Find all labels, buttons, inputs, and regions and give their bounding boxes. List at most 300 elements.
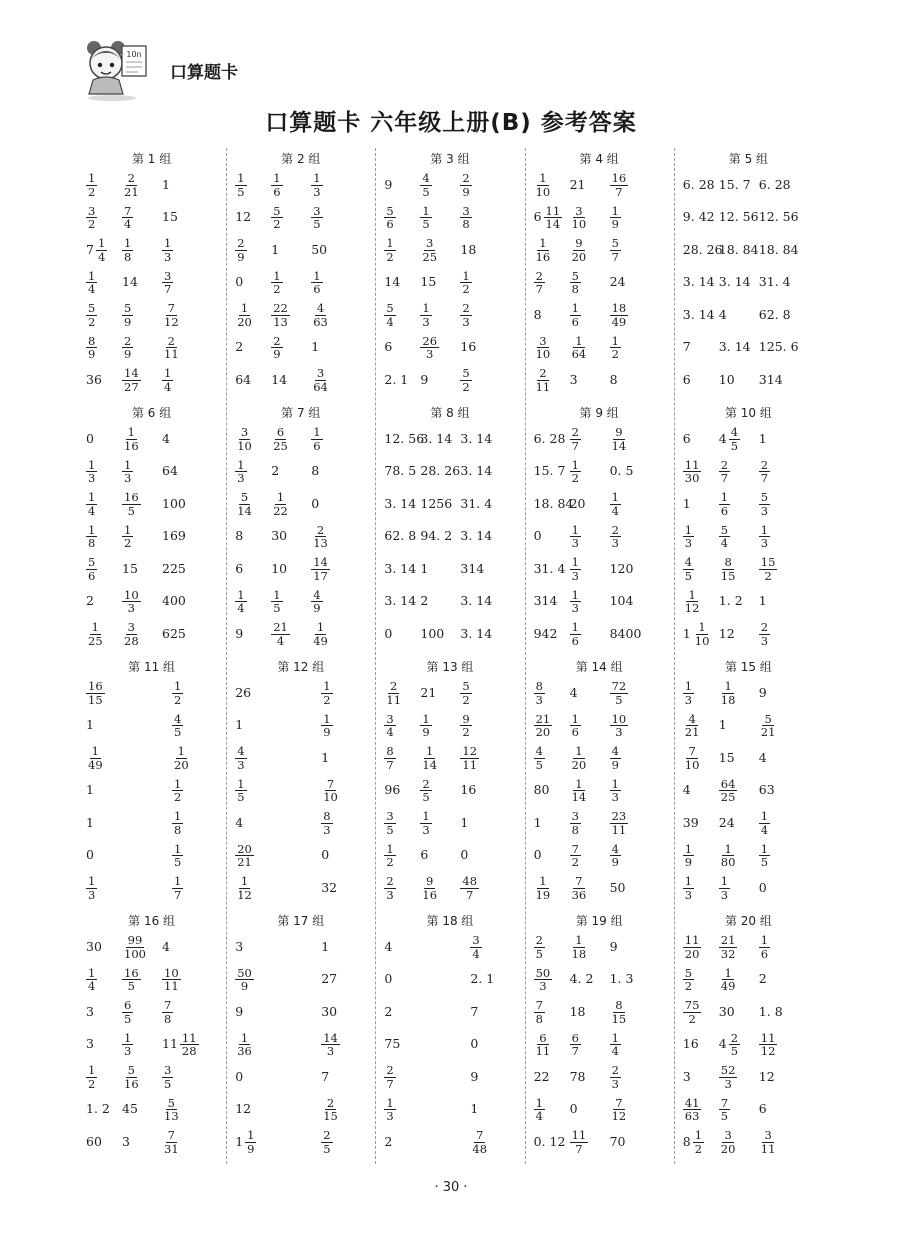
numerator: 5 — [571, 268, 579, 283]
denominator: 2 — [88, 314, 96, 329]
numerator: 7 — [688, 744, 696, 759]
answer-value — [321, 808, 332, 838]
numerator: 21 — [720, 933, 736, 948]
fraction — [122, 459, 133, 485]
answer-value: 0. 12 — [533, 1133, 566, 1149]
denominator: 9 — [684, 855, 693, 869]
denominator: 9 — [273, 347, 281, 361]
numerator: 3 — [575, 203, 583, 218]
fraction — [235, 459, 246, 485]
numerator: 1 — [539, 171, 547, 186]
answer-value — [420, 333, 439, 363]
fraction — [534, 270, 545, 296]
fraction — [610, 810, 629, 836]
numerator: 1 — [535, 1095, 543, 1110]
answer-value — [384, 203, 395, 233]
answer-value — [235, 235, 246, 265]
answer-value — [384, 1062, 395, 1092]
numerator: 1 — [539, 874, 547, 889]
answer-value — [420, 170, 431, 200]
fraction — [719, 1064, 738, 1090]
numerator: 2 — [760, 457, 769, 472]
numerator: 1 — [88, 965, 96, 980]
denominator: 5 — [174, 855, 182, 869]
answer-value — [534, 711, 553, 741]
denominator: 4 — [88, 979, 96, 993]
group-title: 第 11 组 — [128, 660, 176, 674]
answer-value — [235, 965, 254, 995]
answer-value: 0 — [533, 847, 542, 863]
answer-value: 1 — [86, 717, 94, 733]
fraction — [570, 1032, 581, 1058]
denominator: 5 — [313, 217, 321, 231]
answer-value — [719, 841, 738, 871]
numerator: 72 — [611, 679, 627, 694]
numerator: 2 — [462, 301, 470, 316]
answer-value — [534, 932, 545, 962]
answer-value — [162, 1030, 199, 1060]
answer-value: 30 — [271, 528, 288, 544]
numerator: 16 — [611, 171, 627, 186]
fraction — [86, 172, 97, 198]
fraction — [534, 172, 553, 198]
denominator: 5 — [730, 1044, 739, 1058]
answer-value — [534, 678, 545, 708]
answer-value: 10 — [271, 560, 288, 576]
numerator: 1 — [575, 744, 583, 759]
answer-value — [321, 776, 340, 806]
answer-value — [610, 300, 629, 330]
fraction — [719, 556, 738, 582]
fraction — [162, 1129, 181, 1155]
denominator: 5 — [164, 1076, 172, 1091]
denominator: 7 — [571, 1044, 579, 1058]
numerator: 50 — [535, 965, 551, 980]
answer-value: 3 — [235, 938, 244, 954]
fraction — [384, 810, 395, 836]
answer-value — [610, 203, 621, 233]
answer-value — [570, 808, 581, 838]
numerator: 3 — [127, 620, 135, 635]
header-label: 口算题卡 — [170, 63, 238, 83]
denominator: 4 — [760, 822, 769, 837]
answer-value — [759, 711, 778, 741]
denominator: 27 — [124, 379, 139, 394]
answer-value: 6 — [384, 339, 393, 355]
answer-group — [380, 146, 519, 400]
column-divider — [525, 148, 526, 1164]
answer-value — [235, 743, 246, 773]
answer-value: 0 — [86, 847, 94, 863]
fraction — [122, 934, 148, 960]
numerator: 2 — [535, 268, 543, 283]
answer-value: 6. 28 — [533, 430, 566, 446]
fraction — [534, 967, 553, 993]
numerator: 1 — [760, 933, 769, 948]
denominator: 7 — [575, 1141, 583, 1156]
answer-value — [235, 776, 246, 806]
fraction — [534, 745, 545, 771]
fraction — [311, 589, 322, 615]
group-title: 第 4 组 — [579, 152, 619, 166]
answer-value — [122, 333, 133, 363]
numerator: 1 — [724, 965, 732, 980]
fraction — [534, 237, 553, 263]
answer-value — [534, 1030, 553, 1060]
denominator: 3 — [535, 692, 543, 707]
denominator: 16 — [422, 887, 438, 902]
denominator: 14 — [422, 757, 438, 772]
numerator: 7 — [124, 203, 132, 218]
answer-value: 0 — [235, 1068, 244, 1084]
answer-value — [610, 1030, 621, 1060]
page-number: · 30 · — [434, 1180, 468, 1195]
answer-value: 20 — [569, 495, 586, 511]
answer-value — [610, 711, 629, 741]
numerator: 1 — [571, 301, 579, 316]
numerator: 1 — [611, 490, 619, 505]
fraction — [122, 491, 141, 517]
answer-value: 15. 7 — [533, 463, 566, 479]
answer-value — [172, 776, 183, 806]
answer-value — [610, 743, 621, 773]
fraction — [570, 237, 589, 263]
denominator: 12 — [684, 601, 700, 615]
fraction — [759, 1032, 778, 1058]
numerator: 4 — [237, 744, 245, 759]
fraction — [271, 335, 282, 361]
numerator: 7 — [571, 841, 579, 856]
denominator: 5 — [127, 979, 135, 993]
numerator: 1 — [247, 1128, 255, 1143]
answer-value — [311, 587, 322, 617]
answer-group — [231, 654, 370, 908]
numerator: 2 — [273, 333, 281, 348]
denominator: 19 — [535, 887, 551, 902]
answer-value — [162, 965, 181, 995]
denominator: 3 — [571, 536, 579, 550]
numerator: 1 — [240, 874, 249, 889]
numerator: 21 — [535, 711, 551, 726]
answer-value: 3 — [86, 1036, 94, 1052]
answer-value: 27 — [321, 971, 338, 987]
numerator: 11 — [684, 457, 700, 472]
numerator: 7 — [720, 1095, 729, 1110]
answer-value — [384, 808, 395, 838]
answer-value: 8400 — [609, 625, 642, 641]
denominator: 3 — [127, 601, 135, 615]
numerator: 8 — [323, 809, 331, 824]
numerator: 2 — [720, 457, 729, 472]
denominator: 5 — [237, 184, 245, 199]
numerator: 5 — [127, 1063, 135, 1078]
fraction — [759, 1129, 778, 1155]
fraction — [271, 270, 282, 296]
answer-value: 3. 14 — [682, 306, 715, 322]
fraction — [420, 810, 431, 836]
fraction — [683, 524, 694, 550]
answer-value — [683, 841, 694, 871]
group-title: 第 13 组 — [426, 660, 474, 674]
answer-value — [683, 997, 702, 1027]
answer-value: 6 — [758, 1101, 767, 1117]
denominator: 20 — [684, 946, 700, 961]
denominator: 7 — [386, 757, 394, 772]
fraction — [384, 680, 403, 706]
numerator: 21 — [273, 620, 288, 635]
numerator: 4 — [535, 744, 543, 759]
numerator: 11 — [545, 203, 561, 218]
denominator: 3 — [571, 568, 579, 583]
answer-value: 6. 28 — [682, 176, 715, 192]
answer-value: 12 — [718, 625, 735, 641]
numerator: 2 — [730, 1030, 739, 1045]
numerator: 14 — [323, 1030, 338, 1045]
denominator: 100 — [124, 946, 146, 961]
fraction — [683, 1097, 702, 1123]
denominator: 6 — [720, 503, 729, 518]
fraction — [235, 967, 254, 993]
answer-value: 9 — [758, 684, 767, 700]
fraction — [162, 967, 181, 993]
answer-value — [420, 743, 439, 773]
answer-value: 16 — [682, 1036, 699, 1052]
fraction — [460, 680, 471, 706]
answer-value: 1 — [321, 749, 330, 765]
answer-value — [570, 522, 581, 552]
answer-value: 120 — [609, 560, 634, 576]
answer-value: 63 — [758, 782, 775, 798]
fraction — [321, 778, 340, 804]
answer-value: 12 — [758, 1068, 775, 1084]
fraction — [610, 1097, 629, 1123]
fraction — [460, 367, 471, 393]
numerator: 1 — [462, 268, 470, 283]
group-title: 第 19 组 — [575, 914, 623, 928]
answer-value — [719, 965, 738, 995]
answer-value: 3. 14 — [460, 625, 493, 641]
answer-value — [759, 808, 770, 838]
answer-value — [460, 711, 471, 741]
answer-value — [719, 873, 730, 903]
fraction — [719, 934, 738, 960]
fraction — [271, 426, 290, 452]
answer-value: 15 — [162, 209, 178, 225]
numerator: 50 — [237, 965, 252, 980]
answer-value: 32 — [321, 879, 338, 895]
answer-value — [122, 587, 141, 617]
answer-value: 14 — [271, 371, 288, 387]
numerator: 1 — [571, 620, 579, 635]
numerator: 3 — [724, 1128, 732, 1143]
fraction — [122, 205, 133, 231]
denominator: 11 — [164, 347, 179, 361]
fraction — [570, 426, 581, 452]
answer-value: 30 — [86, 938, 102, 954]
answer-value: 1 — [420, 560, 429, 576]
denominator: 10 — [237, 438, 252, 453]
denominator: 2 — [462, 725, 470, 739]
answer-value — [719, 776, 738, 806]
answer-value: 0 — [569, 1101, 578, 1117]
denominator: 25 — [720, 790, 736, 804]
denominator: 9 — [462, 184, 470, 199]
fraction — [86, 524, 97, 550]
fraction — [610, 999, 629, 1025]
denominator: 2 — [323, 692, 331, 707]
fraction — [172, 713, 183, 739]
answer-value: 31. 4 — [460, 495, 493, 511]
answer-value — [759, 1127, 778, 1157]
answer-value: 2 — [271, 463, 280, 479]
fraction — [96, 237, 107, 263]
numerator: 2 — [611, 522, 619, 537]
fraction — [311, 621, 330, 647]
answer-value — [683, 743, 702, 773]
answer-value: 3 — [86, 1003, 94, 1019]
answer-value — [460, 203, 471, 233]
numerator: 1 — [688, 587, 696, 602]
numerator: 1 — [571, 587, 579, 602]
numerator: 1 — [91, 620, 99, 635]
denominator: 20 — [720, 1141, 736, 1156]
denominator: 6 — [88, 568, 96, 583]
numerator: 5 — [240, 490, 249, 505]
answer-value — [460, 268, 471, 298]
answer-value — [420, 300, 431, 330]
fraction — [235, 491, 254, 517]
fraction — [420, 745, 439, 771]
denominator: 8 — [571, 822, 579, 837]
denominator: 3 — [237, 757, 245, 772]
denominator: 5 — [615, 692, 623, 707]
answer-value: 30 — [321, 1003, 338, 1019]
answer-value — [235, 457, 246, 487]
fraction — [683, 745, 702, 771]
answer-value: 3. 14 — [718, 274, 751, 290]
denominator: 5 — [730, 438, 739, 453]
answer-value — [534, 268, 545, 298]
answer-value — [271, 203, 282, 233]
answer-value — [570, 554, 581, 584]
denominator: 15 — [720, 568, 736, 583]
denominator: 21 — [684, 725, 700, 739]
answer-value — [271, 333, 282, 363]
numerator: 1 — [88, 268, 96, 283]
fraction — [683, 999, 702, 1025]
numerator: 1 — [611, 333, 619, 348]
fraction — [683, 459, 702, 485]
numerator: 11 — [571, 1128, 587, 1143]
denominator: 20 — [237, 314, 252, 329]
denominator: 5 — [535, 946, 543, 961]
answer-value — [384, 300, 395, 330]
denominator: 12 — [611, 1109, 627, 1123]
denominator: 14 — [237, 503, 252, 518]
denominator: 20 — [535, 725, 551, 739]
denominator: 10 — [571, 217, 587, 231]
numerator: 2 — [124, 333, 132, 348]
answer-value: 2. 1 — [384, 371, 409, 387]
numerator: 16 — [88, 679, 103, 694]
denominator: 2 — [273, 217, 281, 231]
answer-value: 9 — [235, 1003, 244, 1019]
answer-value: 50 — [311, 241, 328, 257]
fraction — [122, 367, 141, 393]
answer-group — [679, 146, 818, 400]
answer-value — [162, 300, 181, 330]
numerator: 1 — [611, 776, 619, 791]
numerator: 2 — [386, 1063, 394, 1078]
numerator: 1 — [88, 874, 96, 889]
fraction — [693, 1129, 704, 1155]
denominator: 49 — [611, 314, 627, 329]
answer-value — [719, 522, 730, 552]
answer-group — [530, 654, 669, 908]
denominator: 48 — [472, 1141, 488, 1156]
answer-value — [235, 587, 246, 617]
answer-value: 1 — [235, 717, 244, 733]
answer-value: 0 — [384, 971, 393, 987]
answer-value — [86, 300, 97, 330]
answer-value: 10 — [718, 371, 735, 387]
fraction — [534, 1032, 553, 1058]
fraction — [384, 302, 395, 328]
numerator: 1 — [571, 711, 579, 726]
answer-value: 16 — [460, 339, 477, 355]
answer-value: 8 — [235, 528, 244, 544]
numerator: 5 — [273, 203, 281, 218]
fraction — [729, 1032, 740, 1058]
denominator: 9 — [323, 725, 331, 739]
numerator: 1 — [386, 841, 394, 856]
numerator: 2 — [539, 366, 547, 381]
numerator: 7 — [167, 301, 175, 316]
fraction — [693, 621, 712, 647]
numerator: 1 — [760, 809, 769, 824]
answer-group — [679, 908, 818, 1162]
denominator: 6 — [571, 314, 579, 329]
answer-value: 1 — [758, 430, 767, 446]
fraction — [172, 778, 183, 804]
fraction — [86, 621, 105, 647]
answer-value — [759, 1030, 778, 1060]
answer-value — [570, 711, 581, 741]
answer-value — [420, 873, 439, 903]
denominator: 3 — [684, 887, 693, 902]
answer-value — [420, 776, 431, 806]
fraction — [460, 302, 471, 328]
denominator: 3 — [326, 1044, 335, 1058]
answer-value: 100 — [420, 625, 445, 641]
fraction — [719, 1097, 730, 1123]
denominator: 4 — [97, 249, 106, 264]
answer-value: 24 — [718, 814, 735, 830]
denominator: 2 — [174, 790, 182, 804]
numerator: 2 — [390, 679, 398, 694]
answer-value: 169 — [162, 528, 186, 544]
fraction — [235, 843, 254, 869]
answer-value: 18. 84 — [758, 241, 799, 257]
denominator: 16 — [124, 438, 139, 453]
numerator: 1 — [575, 933, 583, 948]
numerator: 3 — [764, 1128, 772, 1143]
fraction — [460, 205, 471, 231]
denominator: 25 — [273, 438, 288, 453]
numerator: 1 — [760, 841, 769, 856]
answer-value — [719, 1062, 738, 1092]
answer-value — [570, 587, 581, 617]
